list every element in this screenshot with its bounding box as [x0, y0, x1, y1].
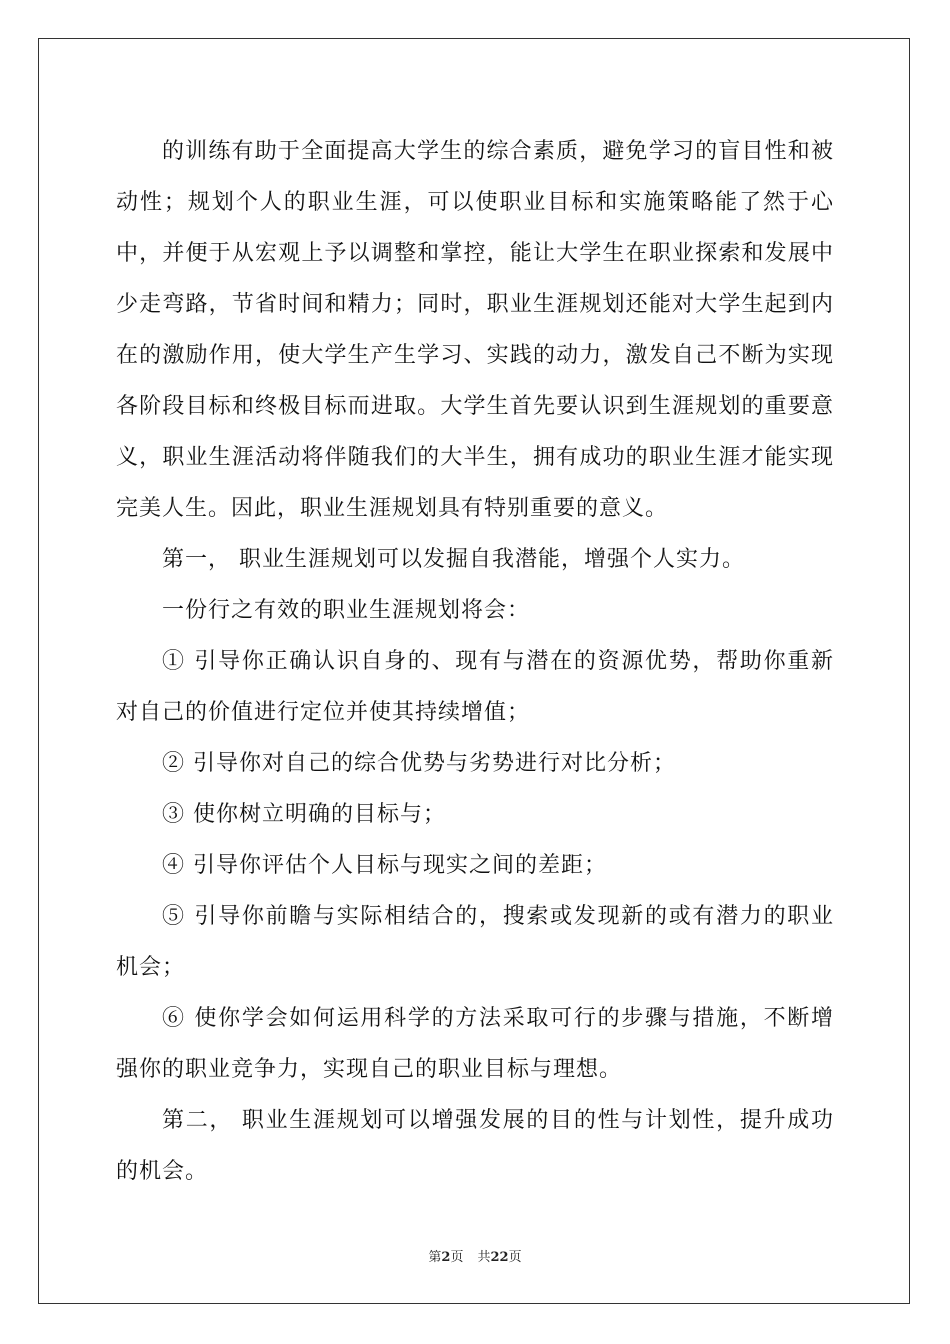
- footer-page-number: 2: [441, 1250, 451, 1265]
- list-item-6: ⑥ 使你学会如何运用科学的方法采取可行的步骤与措施，不断增强你的职业竞争力，实现自己的职业目标与理想。: [116, 1006, 834, 1082]
- paragraph-first-point: 第一， 职业生涯规划可以发掘自我潜能，增强个人实力。: [162, 547, 745, 572]
- list-item-4: ④ 引导你评估个人目标与现实之间的差距；: [162, 853, 607, 878]
- document-body: [116, 126, 834, 1197]
- footer-total-pages: 22: [490, 1250, 509, 1265]
- footer-page-suffix: 页: [450, 1250, 464, 1265]
- list-item-5: ⑤ 引导你前瞻与实际相结合的，搜索或发现新的或有潜力的职业机会；: [116, 904, 834, 980]
- list-item-2: ② 引导你对自己的综合优势与劣势进行对比分析；: [162, 751, 676, 776]
- paragraph-list-intro: 一份行之有效的职业生涯规划将会：: [162, 598, 531, 623]
- footer-total-suffix: 页: [508, 1250, 522, 1265]
- footer-total-prefix: 共: [477, 1250, 491, 1265]
- list-item-3: ③ 使你树立明确的目标与；: [162, 802, 446, 827]
- page-footer: [0, 1246, 950, 1265]
- footer-page-prefix: 第: [428, 1250, 442, 1265]
- paragraph-career-planning-benefits: 的训练有助于全面提高大学生的综合素质，避免学习的盲目性和被动性；规划个人的职业生涯，可以使职业目标和实施策略能了然于心中，并便于从宏观上予以调整和掌控，能让大学生在职业探索和发展中少走弯路，节省时间和精力；同时，职业生涯规划还能对大学生起到内在的激励作用，使大学生产生学习、实践的动力，激发自己不断为实现各阶段目标和终极目标而进取。大学生首先要认识到生涯规划的重要意义，职业生涯活动将伴随我们的大半生，拥有成功的职业生涯才能实现完美人生。因此，职业生涯规划具有特别重要的意义。: [116, 139, 834, 521]
- list-item-1: ① 引导你正确认识自身的、现有与潜在的资源优势，帮助你重新对自己的价值进行定位并使其持续增值；: [116, 649, 834, 725]
- paragraph-second-point: 第二， 职业生涯规划可以增强发展的目的性与计划性，提升成功的机会。: [116, 1108, 834, 1184]
